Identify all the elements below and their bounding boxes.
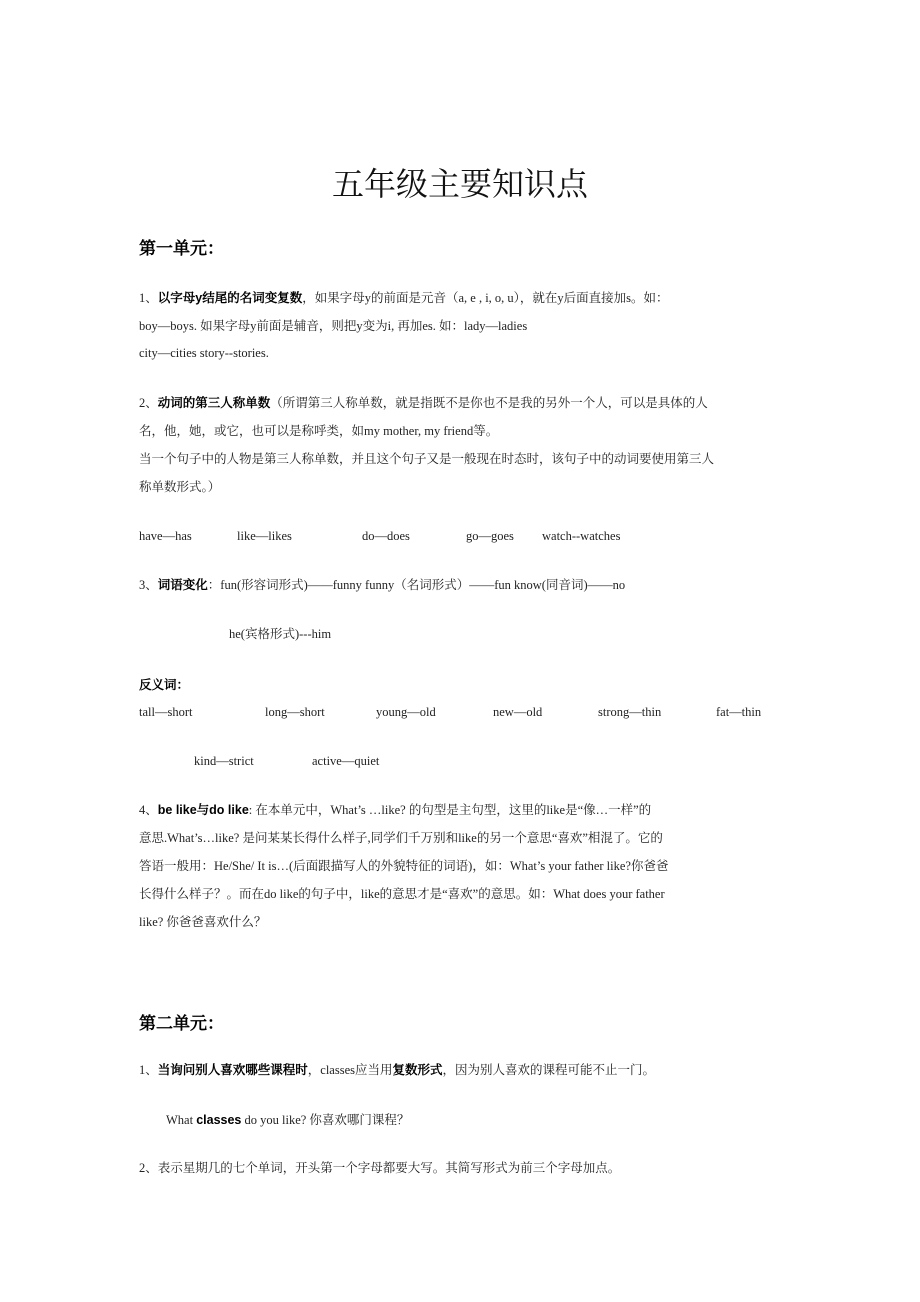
item-text: ，如果字母y的前面是元音（a, e , i, o, u），就在y后面直接加s。如： [302,291,669,305]
item-text: ，因为别人喜欢的课程可能不止一门。 [442,1063,656,1077]
u1-p3-line1 [139,577,625,593]
item-number: 1、 [139,291,158,305]
item-text: ，classes应当用 [307,1063,393,1077]
document-title: 五年级主要知识点 [331,166,588,202]
u1-p2-line1 [139,395,708,411]
item-number: 1、 [139,1063,158,1077]
u2-p2-line1: 2、表示星期几的七个单词，开头第一个字母都要大写。其简写形式为前三个字母加点。 [139,1161,621,1175]
item-number: 3、 [139,578,158,592]
verb-pair: watch--watches [542,529,621,543]
antonym-pair: tall—short [139,705,193,719]
example-text: What [166,1113,197,1127]
antonym-pair: new—old [493,705,543,719]
antonym-pair: strong—thin [598,705,662,719]
unit2-heading: 第二单元： [139,1014,224,1033]
u1-p4-line2: 意思.What’s…like? 是问某某长得什么样子,同学们千万别和like的另一个意思“喜欢”相混了。它的 [139,831,663,845]
u1-p2-line4: 称单数形式。） [139,480,221,494]
item-text: : 在本单元中，What’s …like? 的句型是主句型，这里的like是“像…一样”的 [248,803,652,817]
verb-pair: do—does [362,529,410,543]
item-title: 以字母y结尾的名词变复数 [157,291,303,305]
antonym-pair: active—quiet [312,754,380,768]
u2-example [166,1112,409,1128]
antonym-pair: fat—thin [716,705,762,719]
item-title: 当询问别人喜欢哪些课程时 [157,1063,308,1077]
u1-p1-line1 [139,290,669,306]
u2-p1-line1 [139,1062,655,1078]
item-title: be like与do like [157,803,249,817]
u1-p4-line3: 答语一般用：He/She/ It is…(后面跟描写人的外貌特征的词语)，如：What’s your father like?你爸爸 [139,859,669,873]
verb-pair: like—likes [237,529,292,543]
item-emphasis: 复数形式 [392,1063,443,1077]
u1-p1-line3: city—cities story--stories. [139,346,269,360]
u1-p1-line2: boy—boys. 如果字母y前面是辅音，则把y变为i, 再加es. 如：lady—ladies [139,319,528,333]
example-text: do you like? 你喜欢哪门课程？ [241,1113,410,1127]
unit1-heading: 第一单元： [139,239,224,258]
antonym-pair: kind—strict [194,754,254,768]
example-emphasis: classes [196,1113,242,1127]
antonym-pair: long—short [265,705,325,719]
u1-p4-line1 [139,802,651,818]
item-title: 动词的第三人称单数 [157,396,271,410]
item-number: 4、 [139,803,158,817]
u1-p2-line3: 当一个句子中的人物是第三人称单数，并且这个句子又是一般现在时态时，该句子中的动词要使用第三人 [139,452,715,466]
u1-p2-line2: 名，他，她，或它，也可以是称呼类，如my mother, my friend等。 [139,424,499,438]
u1-p4-line5: like? 你爸爸喜欢什么？ [139,915,267,929]
u1-p4-line4: 长得什么样子？。而在do like的句子中，like的意思才是“喜欢”的意思。如：What does your father [139,887,665,901]
antonyms-heading: 反义词： [139,678,190,692]
item-title: 词语变化 [157,578,208,592]
item-text: ：fun(形容词形式)——funny funny（名词形式）——fun know(同音词)——no [207,578,626,592]
verb-pair: have—has [139,529,192,543]
u1-p3-line2: he(宾格形式)---him [229,627,332,641]
item-text: （所谓第三人称单数，就是指既不是你也不是我的另外一个人，可以是具体的人 [270,396,708,410]
verb-pair: go—goes [466,529,514,543]
item-number: 2、 [139,396,158,410]
antonym-pair: young—old [376,705,436,719]
